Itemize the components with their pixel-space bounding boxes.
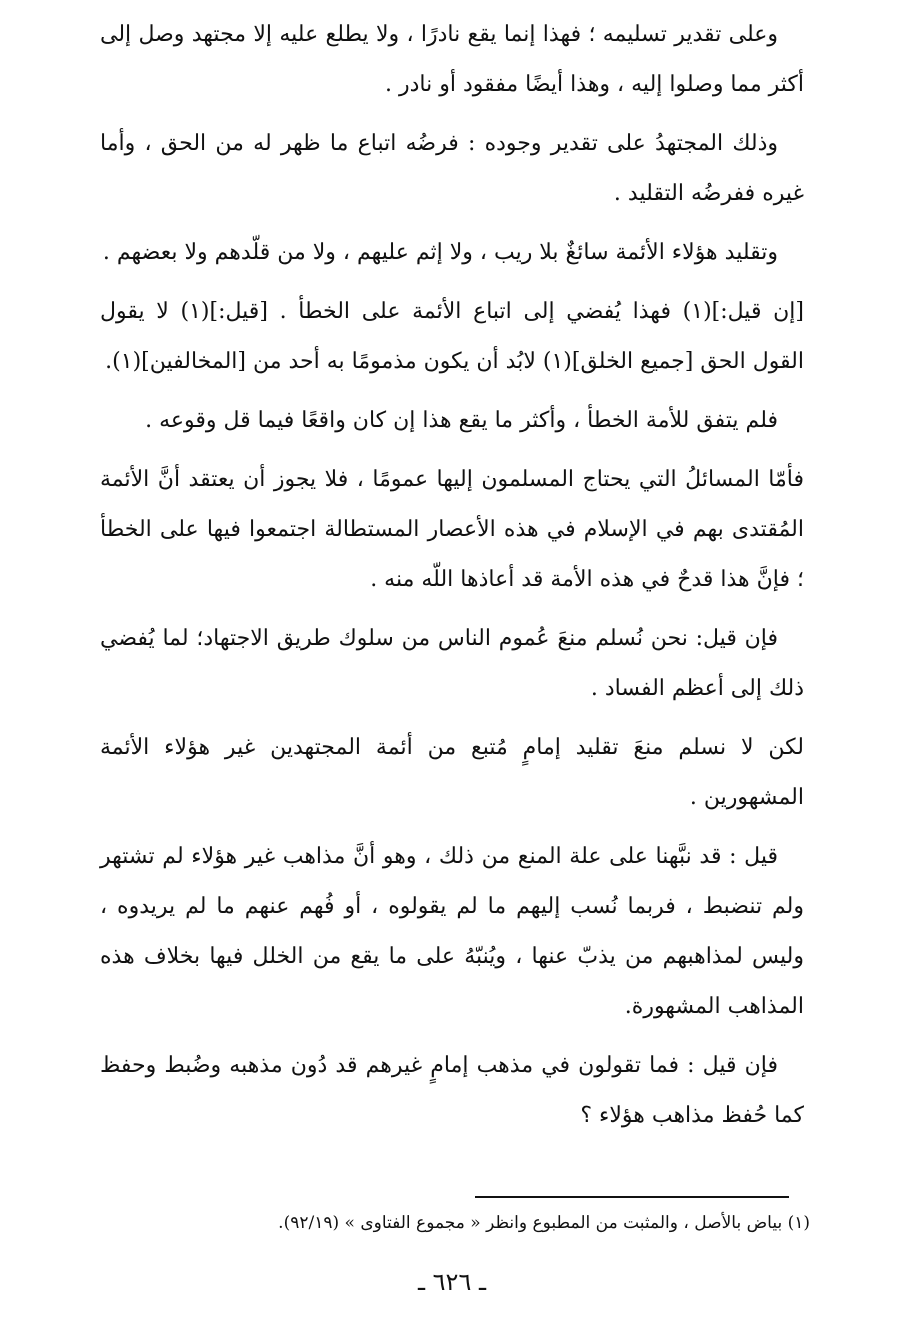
footnote: (١) بياض بالأصل ، والمثبت من المطبوع وانظر « مجموع الفتاوى » (٩٢/١٩).: [278, 1213, 810, 1233]
page-number: ـ ٦٢٦ ـ: [417, 1268, 486, 1296]
paragraph-9: قيل : قد نبَّهنا على علة المنع من ذلك ، وهو أنَّ مذاهب غير هؤلاء لم تشتهر ولم تنضبط ، فربما نُسب إليهم ما لم يقولوه ، أو فُهم عنهم ما لم يريدوه ، وليس لمذاهبهم من يذبّ عنها ، ويُنبّهُ على ما يقع من الخلل فيها بخلاف هذه المذاهب المشهورة.: [100, 844, 804, 1019]
paragraph-1: وعلى تقدير تسليمه ؛ فهذا إنما يقع نادرًا ، ولا يطلع عليه إلا مجتهد وصل إلى أكثر مما وصلوا إليه ، وهذا أيضًا مفقود أو نادر .: [100, 22, 804, 97]
paragraph-8: لكن لا نسلم منعَ تقليد إمامٍ مُتبع من أئمة المجتهدين غير هؤلاء الأئمة المشهورين .: [100, 735, 804, 810]
page-body: [100, 10, 804, 1150]
paragraph-10: فإن قيل : فما تقولون في مذهب إمامٍ غيرهم قد دُون مذهبه وضُبط وحفظ كما حُفظ مذاهب هؤلاء ؟: [100, 1053, 804, 1128]
paragraph-5: فلم يتفق للأمة الخطأ ، وأكثر ما يقع هذا إن كان واقعًا فيما قل وقوعه .: [145, 408, 778, 433]
paragraph-6: فأمّا المسائلُ التي يحتاج المسلمون إليها عمومًا ، فلا يجوز أن يعتقد أنَّ الأئمة المُقتدى بهم في الإسلام في هذه الأعصار المستطالة اجتمعوا فيها على الخطأ ؛ فإنَّ هذا قدحٌ في هذه الأمة قد أعاذها اللّه منه .: [100, 467, 804, 592]
paragraph-2: وذلك المجتهدُ على تقدير وجوده : فرضُه اتباع ما ظهر له من الحق ، وأما غيره ففرضُه التقليد .: [100, 131, 804, 206]
paragraph-7: فإن قيل: نحن نُسلم منعَ عُموم الناس من سلوك طريق الاجتهاد؛ لما يُفضي ذلك إلى أعظم الفساد .: [100, 626, 804, 701]
paragraph-4: [إن قيل:](١) فهذا يُفضي إلى اتباع الأئمة على الخطأ . [قيل:](١) لا يقول القول الحق [جميع الخلق](١) لابُد أن يكون مذمومًا به أحد من [المخالفين](١).: [100, 299, 804, 374]
paragraph-3: وتقليد هؤلاء الأئمة سائغٌ بلا ريب ، ولا إثم عليهم ، ولا من قلّدهم ولا بعضهم .: [102, 240, 778, 265]
footnote-divider: [475, 1196, 789, 1198]
